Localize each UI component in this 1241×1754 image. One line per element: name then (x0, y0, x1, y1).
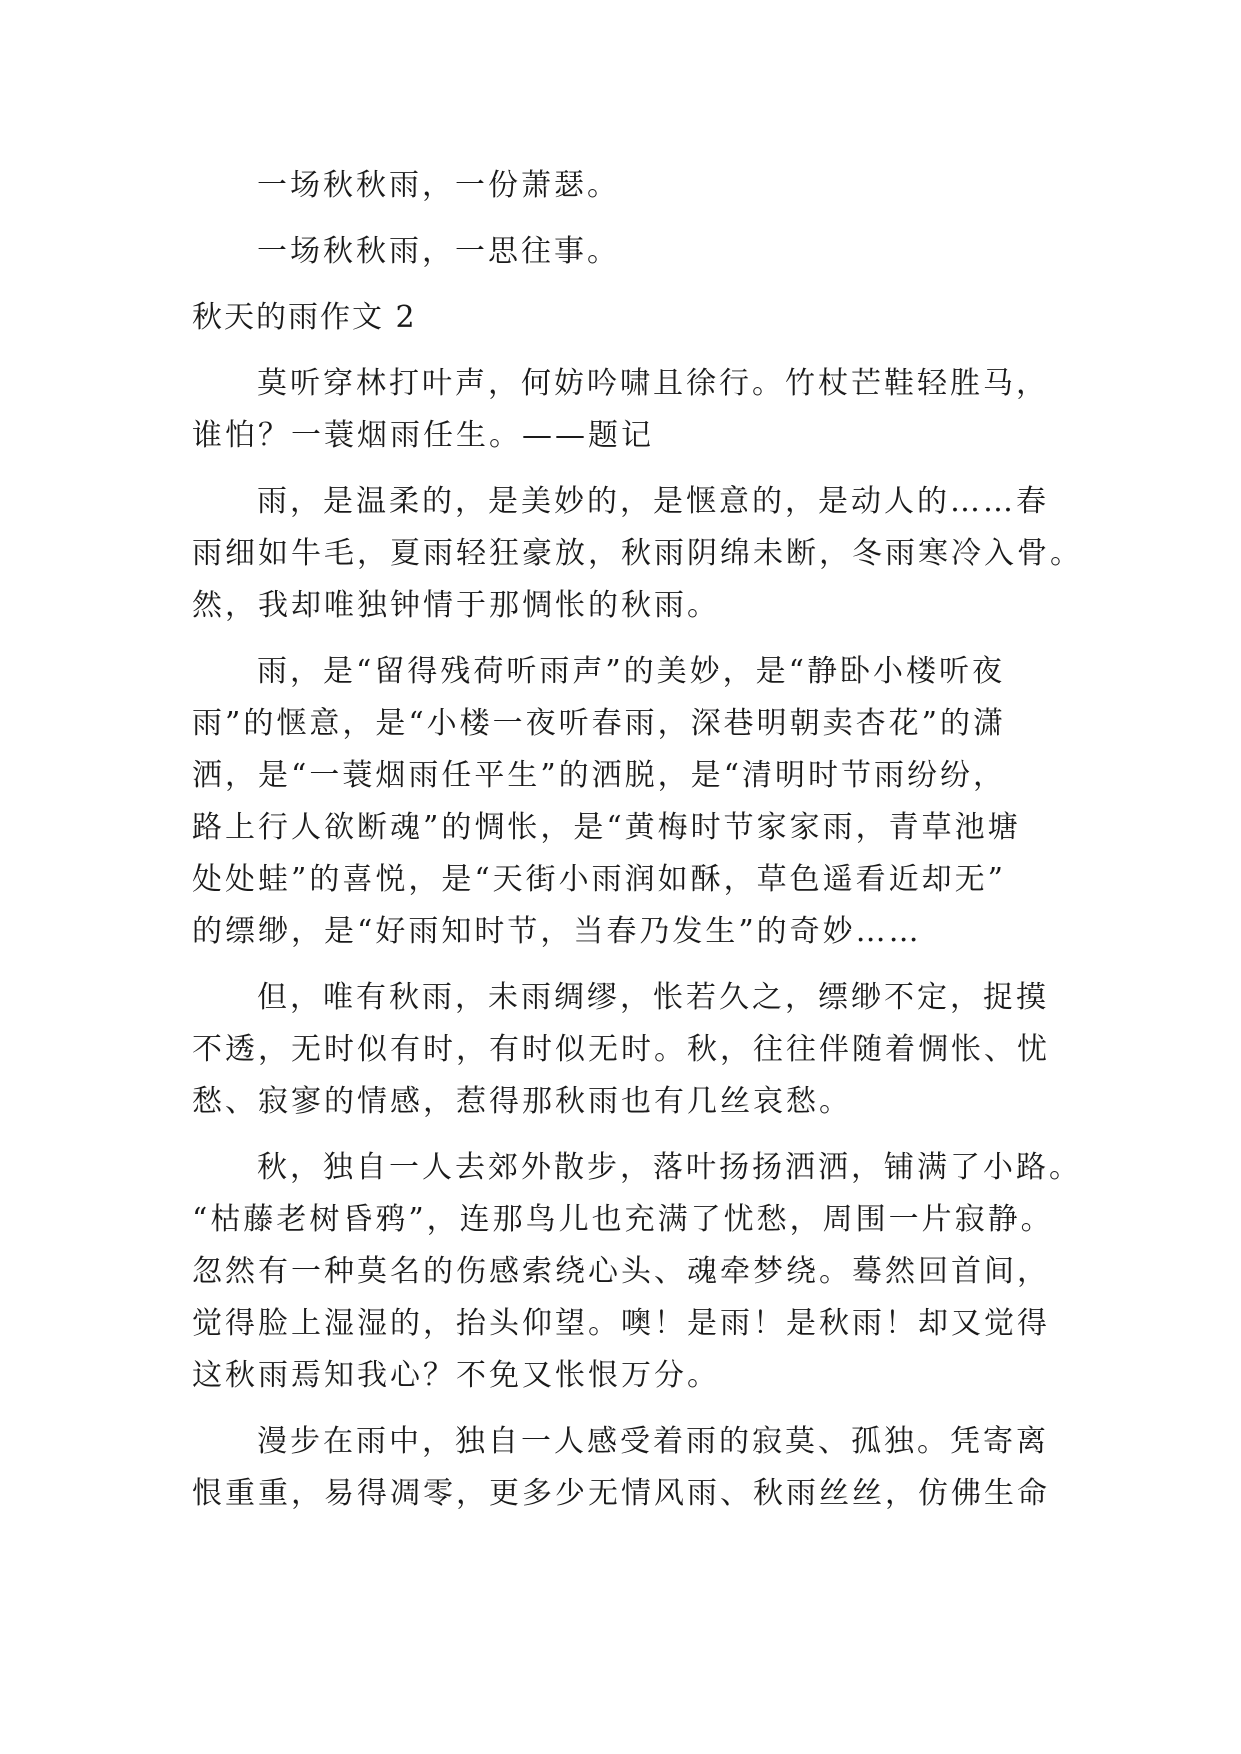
text-line: 恨重重，易得凋零，更多少无情风雨、秋雨丝丝，仿佛生命 (192, 1476, 1050, 1511)
text-line: 觉得脸上湿湿的，抬头仰望。噢！是雨！是秋雨！却又觉得 (192, 1306, 1050, 1341)
text-line: 忽然有一种莫名的伤感索绕心头、魂牵梦绕。蓦然回首间， (192, 1254, 1050, 1289)
text-line: 这秋雨焉知我心？不免又怅恨万分。 (192, 1358, 720, 1393)
text-line: 路上行人欲断魂”的惆怅，是“黄梅时节家家雨，青草池塘 (192, 810, 1021, 845)
paragraph (192, 646, 1052, 958)
paragraph (192, 358, 1052, 462)
document-body (192, 160, 1083, 1520)
text-line: “枯藤老树昏鸦”，连那鸟儿也充满了忧愁，周围一片寂静。 (192, 1202, 1054, 1237)
paragraph (192, 1416, 1052, 1520)
text-line: 雨，是“留得残荷听雨声”的美妙，是“静卧小楼听夜 (257, 654, 1006, 689)
section-title: 秋天的雨作文 2 (192, 300, 417, 335)
paragraph (192, 476, 1083, 632)
text-line: 不透，无时似有时，有时似无时。秋，往往伴随着惆怅、忧 (192, 1032, 1050, 1067)
text-line: 愁、寂寥的情感，惹得那秋雨也有几丝哀愁。 (192, 1084, 852, 1119)
paragraph (192, 1142, 1082, 1402)
text-line: 处处蛙”的喜悦，是“天街小雨润如酥，草色遥看近却无” (192, 862, 1007, 897)
text-line: 但，唯有秋雨，未雨绸缪，怅若久之，缥缈不定，捉摸 (257, 980, 1049, 1015)
text-line: 的缥缈，是“好雨知时节，当春乃发生”的奇妙…… (192, 914, 922, 949)
text-line: 然，我却唯独钟情于那惆怅的秋雨。 (192, 588, 720, 623)
paragraph (192, 972, 1052, 1128)
text-line: 莫听穿林打叶声，何妨吟啸且徐行。竹杖芒鞋轻胜马， (257, 366, 1049, 401)
text-line: 谁怕？一蓑烟雨任生。——题记 (192, 418, 654, 453)
text-line: 漫步在雨中，独自一人感受着雨的寂莫、孤独。凭寄离 (257, 1424, 1049, 1459)
text-line: 雨细如牛毛，夏雨轻狂豪放，秋雨阴绵未断，冬雨寒冷入骨。 (192, 536, 1083, 571)
text-line: 秋，独自一人去郊外散步，落叶扬扬洒洒，铺满了小路。 (257, 1150, 1082, 1185)
text-line: 雨，是温柔的，是美妙的，是惬意的，是动人的……春 (257, 484, 1049, 519)
text-line: 一场秋秋雨，一份萧瑟。 (257, 168, 620, 203)
text-line: 一场秋秋雨，一思往事。 (257, 234, 620, 269)
text-line: 洒，是“一蓑烟雨任平生”的洒脱，是“清明时节雨纷纷， (192, 758, 1007, 793)
text-line: 雨”的惬意，是“小楼一夜听春雨，深巷明朝卖杏花”的潇 (192, 706, 1007, 741)
